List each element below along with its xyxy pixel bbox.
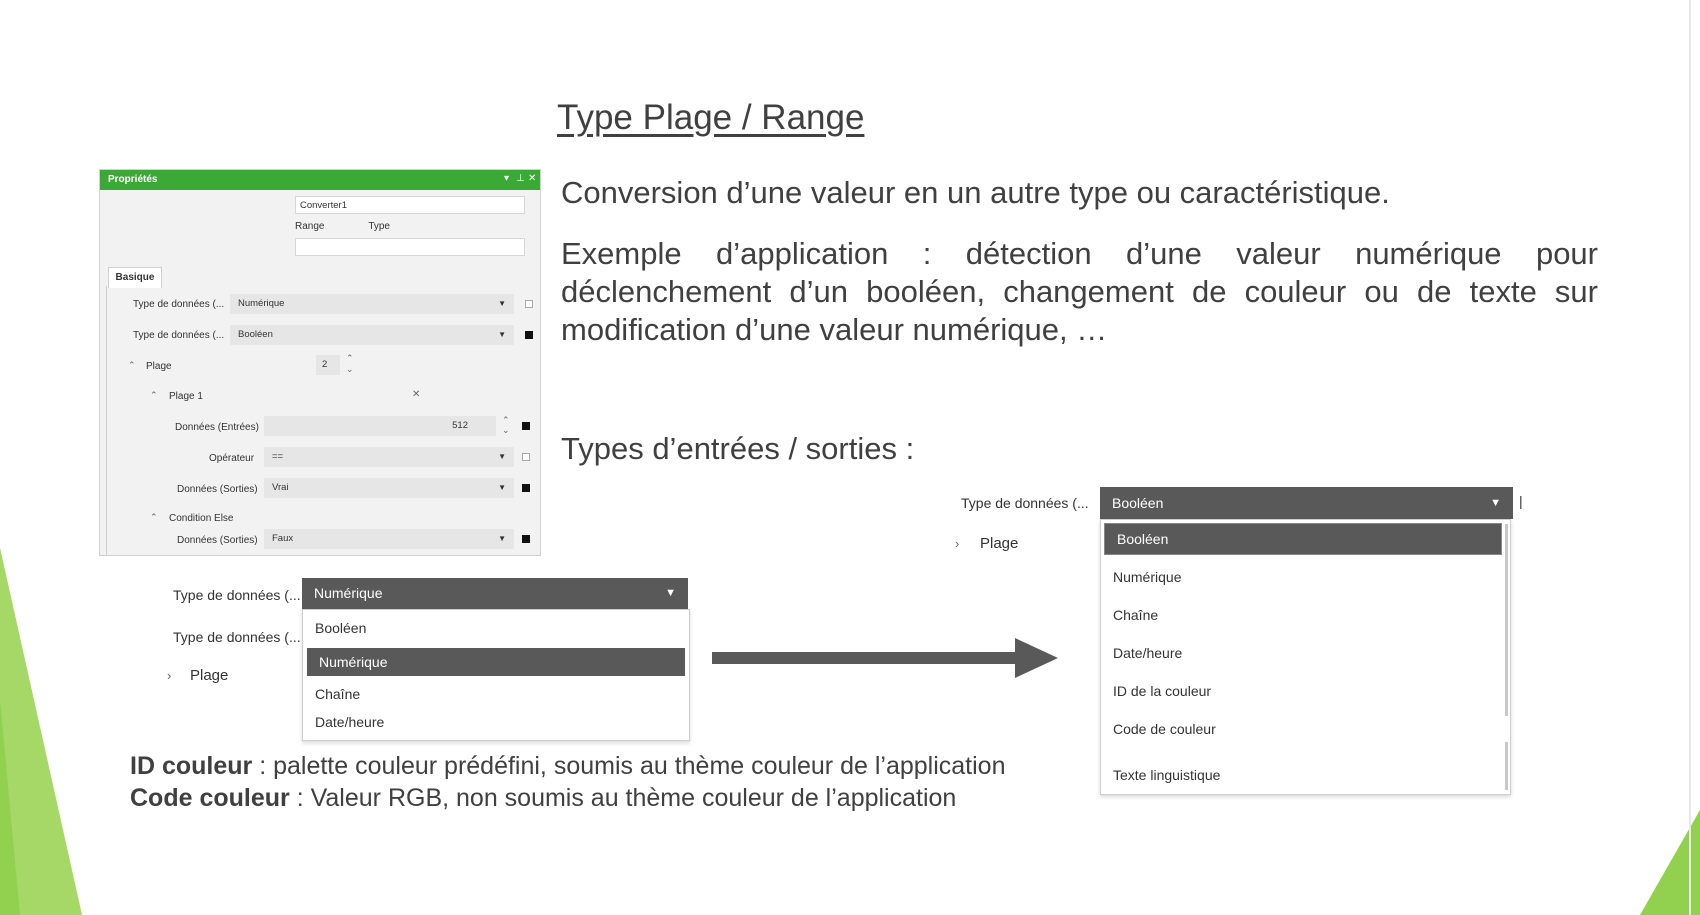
collapse-icon[interactable]: ⌃ [128, 360, 136, 370]
conversion-arrow-head [1015, 638, 1058, 678]
conversion-arrow-shaft [712, 652, 1017, 664]
right-option-dateheure[interactable]: Date/heure [1113, 645, 1183, 661]
chevron-down-icon: ▼ [498, 534, 506, 543]
left-dropdown-selected: Numérique [314, 585, 383, 601]
bind-empty-icon[interactable] [522, 453, 530, 461]
else-sorties-value: Faux [272, 533, 294, 544]
expand-icon[interactable]: › [167, 668, 172, 683]
bind-filled-icon[interactable] [522, 484, 530, 492]
properties-panel-header [100, 170, 540, 190]
expand-icon[interactable]: › [955, 536, 960, 551]
note-code-couleur-term: Code couleur [130, 784, 290, 812]
right-dropdown-header[interactable] [1100, 487, 1513, 519]
chevron-down-icon: ▼ [1490, 497, 1501, 509]
left-plage-label: Plage [190, 667, 229, 684]
intro-paragraph: Conversion d’une valeur en un autre type ou caractéristique. [561, 175, 1390, 210]
row2-value: Booléen [238, 329, 273, 340]
remove-icon[interactable]: ✕ [412, 389, 421, 400]
operateur-combo[interactable] [264, 447, 514, 467]
right-option-texte-linguistique[interactable]: Texte linguistique [1113, 767, 1221, 783]
entrees-label: Données (Entrées) [175, 422, 259, 433]
left-option-chaine[interactable]: Chaîne [315, 686, 361, 702]
right-option-id-couleur[interactable]: ID de la couleur [1113, 683, 1212, 699]
spinner-down-icon[interactable]: ⌄ [502, 425, 510, 435]
left-type-label-2: Type de données (... [173, 629, 301, 645]
row1-label: Type de données (... [133, 299, 225, 310]
condition-else-label: Condition Else [169, 513, 234, 524]
right-option-booleen[interactable]: Booléen [1105, 524, 1501, 554]
operateur-value: == [272, 451, 284, 462]
nom-field[interactable]: Converter1 [295, 196, 525, 214]
right-option-numerique[interactable]: Numérique [1113, 569, 1182, 585]
chevron-down-icon: ▼ [498, 299, 506, 308]
bind-filled-icon[interactable] [525, 331, 533, 339]
types-heading: Types d’entrées / sorties : [561, 431, 915, 466]
bind-filled-icon[interactable] [522, 422, 530, 430]
right-option-code-couleur[interactable]: Code de couleur [1113, 721, 1216, 737]
scrollbar-lower[interactable] [1505, 742, 1508, 790]
plage1-label: Plage 1 [169, 391, 203, 402]
row2-label: Type de données (... [133, 330, 225, 341]
plage-label: Plage [146, 361, 172, 372]
tab-basique[interactable]: Basique [108, 267, 162, 288]
row1-combo[interactable] [230, 294, 514, 314]
scrollbar[interactable] [1505, 524, 1508, 716]
left-option-numerique[interactable]: Numérique [307, 648, 685, 676]
dropdown-icon[interactable]: ▾ [504, 173, 510, 184]
plage-count-field[interactable]: 2 [316, 355, 340, 375]
chevron-down-icon: ▼ [498, 483, 506, 492]
sorties-label: Données (Sorties) [177, 484, 258, 495]
left-type-label-1: Type de données (... [173, 587, 301, 603]
pin-icon[interactable]: ⊥ [516, 173, 525, 184]
row2-combo[interactable] [230, 325, 514, 345]
left-option-dateheure[interactable]: Date/heure [315, 714, 385, 730]
description-field[interactable] [295, 238, 525, 256]
left-dropdown-list [302, 609, 690, 741]
else-sorties-combo[interactable] [264, 529, 514, 549]
entrees-field[interactable]: 512 [264, 416, 496, 436]
close-icon[interactable]: ✕ [528, 173, 537, 184]
collapse-icon[interactable]: ⌃ [150, 390, 158, 400]
collapse-icon[interactable]: ⌃ [150, 512, 158, 522]
spinner-up-icon[interactable]: ⌃ [502, 415, 510, 425]
text-cursor: | [1519, 493, 1523, 509]
sorties-value: Vrai [272, 482, 289, 493]
spinner-down-icon[interactable]: ⌄ [346, 364, 354, 374]
slide-title: Type Plage / Range [557, 98, 865, 137]
right-dropdown-list [1100, 519, 1511, 795]
bind-empty-icon[interactable] [525, 300, 533, 308]
properties-panel [99, 169, 541, 556]
chevron-down-icon: ▼ [665, 587, 676, 599]
right-type-label: Type de données (... [961, 495, 1089, 511]
chevron-down-icon: ▼ [498, 330, 506, 339]
right-dropdown-selected: Booléen [1112, 495, 1164, 511]
notes [130, 750, 1005, 814]
left-dropdown-header[interactable] [302, 578, 688, 609]
spinner-up-icon[interactable]: ⌃ [346, 353, 354, 363]
left-option-booleen[interactable]: Booléen [315, 620, 367, 636]
bind-filled-icon[interactable] [522, 535, 530, 543]
type-value: Range [295, 221, 325, 232]
sorties-combo[interactable] [264, 478, 514, 498]
type-label: Type [368, 221, 390, 232]
else-sorties-label: Données (Sorties) [177, 535, 258, 546]
note-code-couleur-text: : Valeur RGB, non soumis au thème couleur de l’application [289, 784, 957, 812]
right-plage-label: Plage [980, 535, 1019, 552]
note-id-couleur-text: : palette couleur prédéfini, soumis au thème couleur de l’application [252, 752, 1006, 780]
note-id-couleur [130, 750, 1005, 782]
note-id-couleur-term: ID couleur [130, 752, 253, 780]
right-option-chaine[interactable]: Chaîne [1113, 607, 1159, 623]
row1-value: Numérique [238, 298, 285, 309]
properties-panel-title: Propriétés [108, 174, 158, 185]
operateur-label: Opérateur [209, 453, 255, 464]
example-paragraph: Exemple d’application : détection d’une valeur numérique pour déclenchement d’un booléen, changement de couleur ou de texte sur modification d’une valeur numérique, … [561, 236, 1598, 347]
note-code-couleur [130, 782, 1005, 814]
chevron-down-icon: ▼ [498, 452, 506, 461]
